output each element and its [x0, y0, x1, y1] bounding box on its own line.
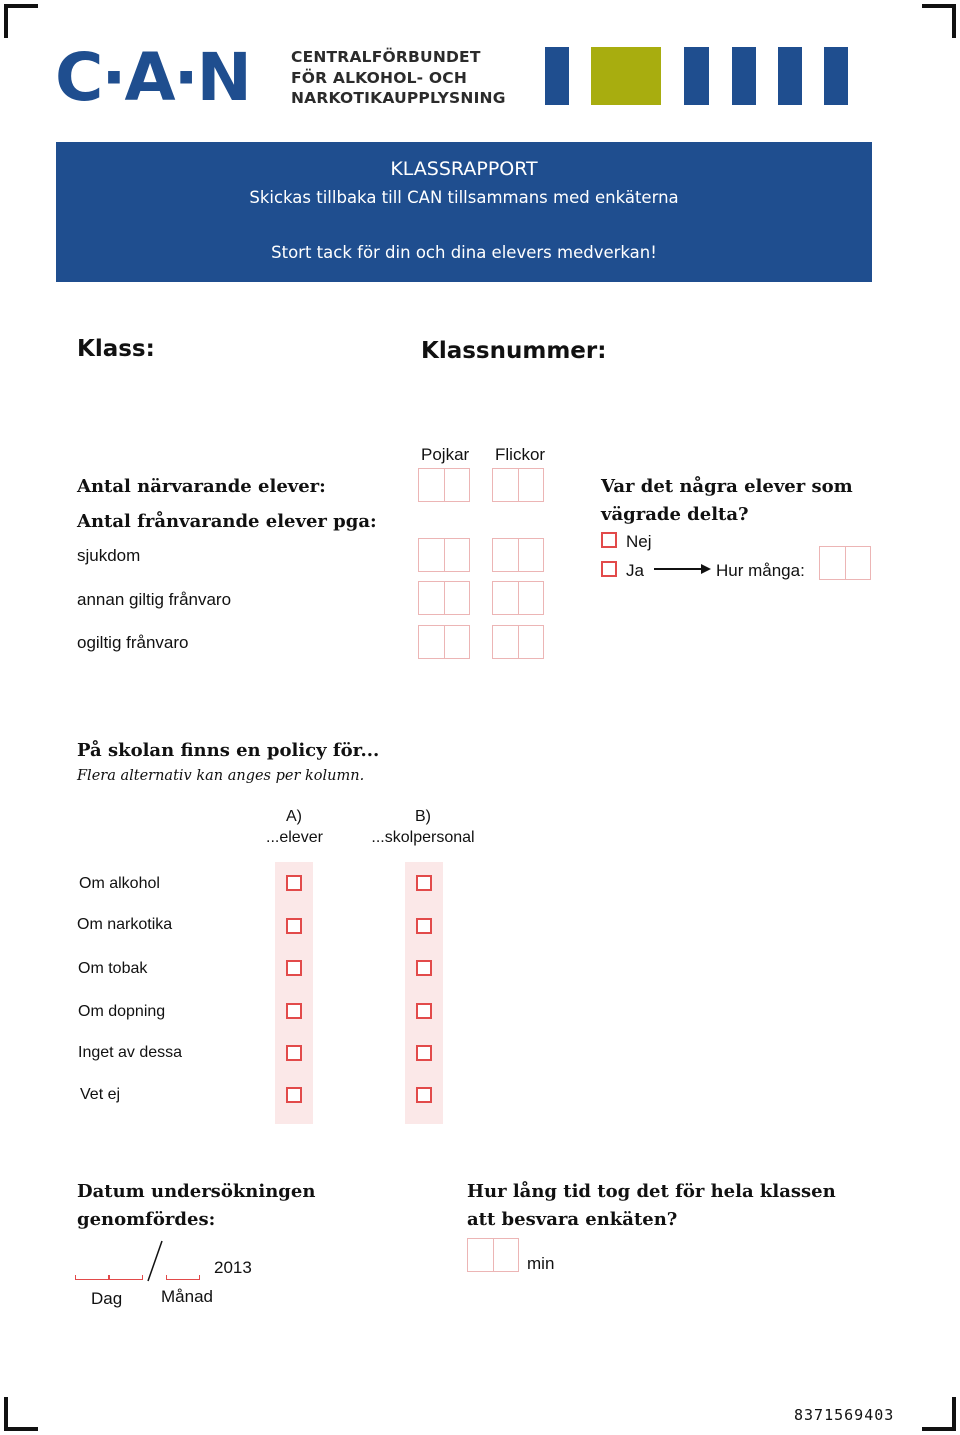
- policy-row-label: Om alkohol: [79, 875, 160, 892]
- policy-doping-students-checkbox[interactable]: [286, 1003, 302, 1019]
- klass-label: Klass:: [77, 336, 155, 362]
- col-header-girls: Flickor: [495, 445, 546, 464]
- policy-narcotics-students-checkbox[interactable]: [286, 918, 302, 934]
- sickness-girls-box[interactable]: [492, 538, 544, 572]
- registration-mark-top-right: [922, 4, 956, 38]
- form-id-number: 8371569403: [794, 1406, 895, 1424]
- logo-bar: [778, 47, 802, 105]
- policy-dontknow-staff-checkbox[interactable]: [416, 1087, 432, 1103]
- month-digit-field[interactable]: [166, 1275, 200, 1280]
- logo-bar: [684, 47, 709, 105]
- other-valid-boys-box[interactable]: [418, 581, 470, 615]
- duration-minutes-box[interactable]: [467, 1238, 519, 1272]
- policy-none-students-checkbox[interactable]: [286, 1045, 302, 1061]
- sickness-boys-box[interactable]: [418, 538, 470, 572]
- col-header-boys: Pojkar: [421, 445, 470, 464]
- policy-narcotics-staff-checkbox[interactable]: [416, 918, 432, 934]
- duration-unit-label: min: [527, 1254, 555, 1273]
- year-value: 2013: [214, 1258, 252, 1277]
- thanks-text: Stort tack för din och dina elevers medverkan!: [271, 243, 657, 262]
- can-logo-wordmark: C·A·N: [55, 39, 250, 116]
- arrow-right-icon: [654, 561, 712, 577]
- policy-col-b-header: B) ...skolpersonal: [371, 808, 475, 846]
- refused-yes-checkbox[interactable]: [601, 561, 617, 577]
- form-subtitle: Skickas tillbaka till CAN tillsammans med enkäterna: [249, 188, 679, 207]
- policy-col-b-background: [405, 862, 443, 1124]
- logo-bar: [732, 47, 756, 105]
- form-title: KLASSRAPPORT: [390, 158, 538, 180]
- other-valid-girls-box[interactable]: [492, 581, 544, 615]
- can-logo-org-name: CENTRALFÖRBUNDET FÖR ALKOHOL- OCH NARKOTIKAUPPLYSNING: [291, 48, 506, 107]
- date-heading: Datum undersökningen genomfördes:: [77, 1181, 316, 1230]
- policy-dontknow-students-checkbox[interactable]: [286, 1087, 302, 1103]
- invalid-girls-box[interactable]: [492, 625, 544, 659]
- refused-no-label: Nej: [626, 532, 652, 551]
- policy-alcohol-students-checkbox[interactable]: [286, 875, 302, 891]
- refused-count-box[interactable]: [819, 546, 871, 580]
- present-label: Antal närvarande elever:: [77, 476, 326, 497]
- policy-col-a-background: [275, 862, 313, 1124]
- policy-row-label: Inget av dessa: [78, 1044, 183, 1061]
- policy-heading: På skolan finns en policy för...: [77, 740, 380, 761]
- how-many-label: Hur många:: [716, 561, 805, 580]
- reason-sickness: sjukdom: [77, 546, 141, 565]
- title-banner: [56, 142, 872, 282]
- invalid-boys-box[interactable]: [418, 625, 470, 659]
- day-digit-1-field[interactable]: [75, 1275, 109, 1280]
- policy-alcohol-staff-checkbox[interactable]: [416, 875, 432, 891]
- month-label: Månad: [161, 1287, 213, 1306]
- policy-tobacco-students-checkbox[interactable]: [286, 960, 302, 976]
- policy-tobacco-staff-checkbox[interactable]: [416, 960, 432, 976]
- policy-row-label: Om tobak: [78, 960, 148, 977]
- day-digit-2-field[interactable]: [109, 1275, 143, 1280]
- reason-other-valid: annan giltig frånvaro: [77, 590, 232, 609]
- policy-note: Flera alternativ kan anges per kolumn.: [77, 768, 365, 784]
- date-separator-slash: [145, 1240, 165, 1282]
- refused-question: Var det några elever som vägrade delta?: [601, 476, 853, 525]
- policy-col-a-header: A) ...elever: [266, 808, 323, 846]
- refused-yes-label: Ja: [626, 561, 644, 580]
- absent-label: Antal frånvarande elever pga:: [77, 511, 377, 532]
- policy-row-label: Vet ej: [80, 1086, 121, 1103]
- reason-invalid: ogiltig frånvaro: [77, 633, 189, 652]
- refused-no-checkbox[interactable]: [601, 532, 617, 548]
- present-boys-box[interactable]: [418, 468, 470, 502]
- logo-bar: [824, 47, 848, 105]
- klassnummer-label: Klassnummer:: [421, 338, 607, 364]
- duration-heading: Hur lång tid tog det för hela klassen att besvara enkäten?: [467, 1181, 836, 1230]
- registration-mark-bottom-left: [4, 1397, 38, 1431]
- policy-none-staff-checkbox[interactable]: [416, 1045, 432, 1061]
- registration-mark-top-left: [4, 4, 38, 38]
- logo-bar-olive: [591, 47, 661, 105]
- day-label: Dag: [91, 1289, 123, 1308]
- policy-doping-staff-checkbox[interactable]: [416, 1003, 432, 1019]
- registration-mark-bottom-right: [922, 1397, 956, 1431]
- present-girls-box[interactable]: [492, 468, 544, 502]
- policy-row-label: Om dopning: [78, 1003, 166, 1020]
- logo-bar: [545, 47, 569, 105]
- policy-row-label: Om narkotika: [77, 916, 173, 933]
